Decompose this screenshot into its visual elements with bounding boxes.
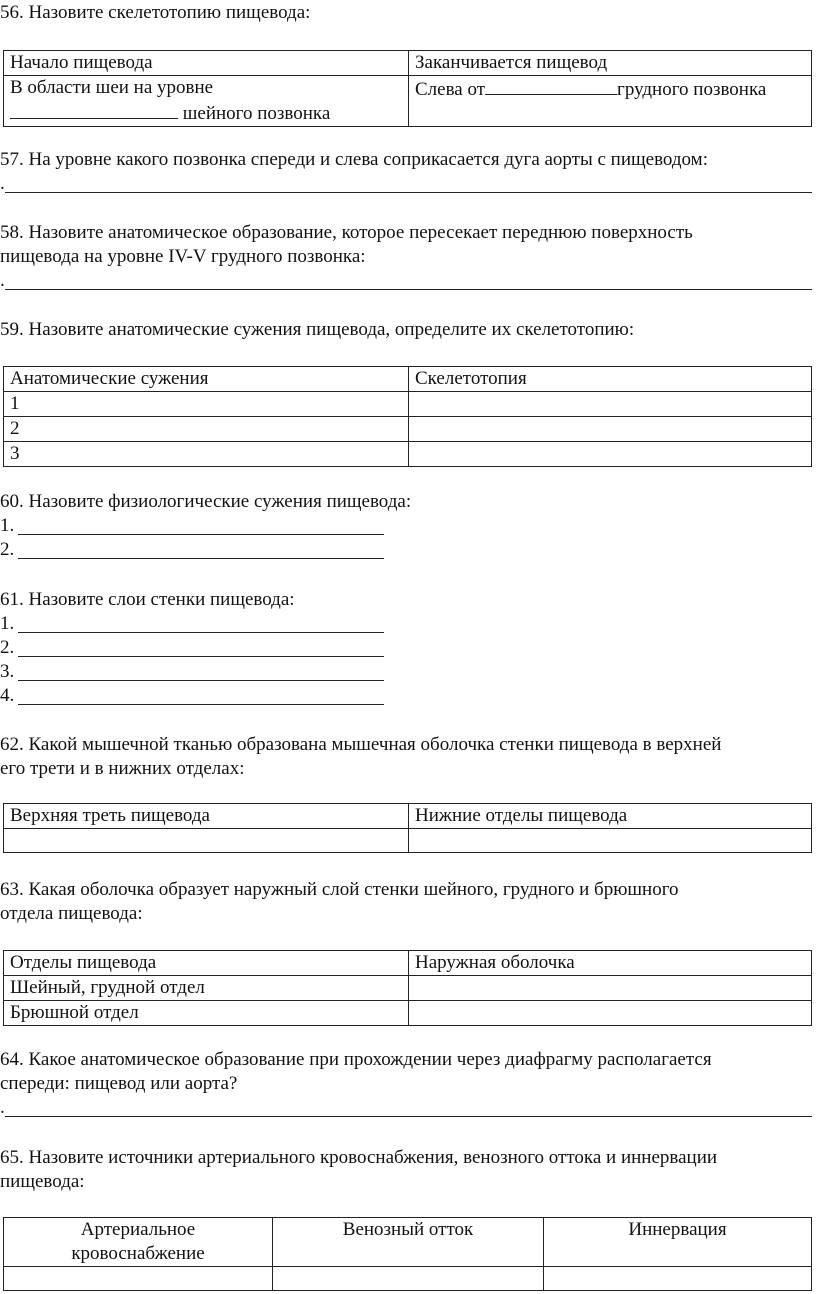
table-62-header-upper: Верхняя треть пищевода <box>4 804 409 829</box>
table-56-cell-start-line2 <box>10 100 402 126</box>
question-57: 57. На уровне какого позвонка спереди и слева соприкасается дуга аорты с пищеводом: <box>0 149 708 170</box>
table-65-answer-cell[interactable] <box>273 1267 544 1291</box>
table-56 <box>3 50 812 127</box>
question-62-line1: 62. Какой мышечной тканью образована мышечная оболочка стенки пищевода в верхней <box>0 734 722 755</box>
table-63-row-label: Шейный, грудной отдел <box>4 976 409 1001</box>
answer-line-61-1[interactable] <box>0 612 384 636</box>
table-65-header-arterial <box>4 1218 273 1267</box>
question-59: 59. Назовите анатомические сужения пищевода, определите их скелетотопию: <box>0 319 635 340</box>
item-number: 1. <box>0 613 15 634</box>
answer-line-61-3[interactable] <box>0 660 384 684</box>
answer-line-61-2[interactable] <box>0 636 384 660</box>
table-65-answer-cell[interactable] <box>4 1267 273 1291</box>
table-65-header-venous: Венозный отток <box>273 1218 544 1267</box>
table-59-header-skeletotopy: Скелетотопия <box>409 367 812 392</box>
question-62-line2: его трети и в нижних отделах: <box>0 758 245 779</box>
question-61: 61. Назовите слои стенки пищевода: <box>0 589 295 610</box>
table-63-header-outer-layer: Наружная оболочка <box>409 951 812 976</box>
table-63-row-label: Брюшной отдел <box>4 1001 409 1026</box>
table-62-header-lower: Нижние отделы пищевода <box>409 804 812 829</box>
table-62-answer-cell[interactable] <box>409 829 812 853</box>
table-59 <box>3 366 812 467</box>
answer-line-60-2[interactable] <box>0 538 384 562</box>
table-63-answer-cell[interactable] <box>409 976 812 1001</box>
line-marker: . <box>0 270 5 291</box>
item-number: 2. <box>0 539 15 560</box>
table-63-header-sections: Отделы пищевода <box>4 951 409 976</box>
table-56-cell-end <box>409 76 812 127</box>
line-marker: . <box>0 173 5 194</box>
answer-line-58[interactable] <box>0 269 812 293</box>
table-59-answer-cell[interactable] <box>409 392 812 417</box>
question-58-line1: 58. Назовите анатомическое образование, которое пересекает переднюю поверхность <box>0 222 693 243</box>
table-56-header-end: Заканчивается пищевод <box>409 51 812 76</box>
table-56-cell-start-line1: В области шеи на уровне <box>10 77 214 98</box>
table-59-answer-cell[interactable] <box>409 442 812 467</box>
table-65-header-arterial-line1: Артериальное <box>80 1219 196 1240</box>
fill-blank[interactable] <box>10 100 178 119</box>
item-number: 4. <box>0 685 15 706</box>
table-59-answer-cell[interactable] <box>409 417 812 442</box>
table-59-header-narrowings: Анатомические сужения <box>4 367 409 392</box>
table-65-answer-cell[interactable] <box>544 1267 812 1291</box>
table-62-answer-cell[interactable] <box>4 829 409 853</box>
fill-blank[interactable] <box>485 76 617 95</box>
table-56-cell-start-suffix: шейного позвонка <box>182 103 331 124</box>
table-63-answer-cell[interactable] <box>409 1001 812 1026</box>
question-56: 56. Назовите скелетотопию пищевода: <box>0 2 311 23</box>
table-59-row-label: 1 <box>4 392 409 417</box>
question-64-line1: 64. Какое анатомическое образование при прохождении через диафрагму располагается <box>0 1049 712 1070</box>
table-56-cell-start <box>4 76 409 127</box>
table-65 <box>3 1217 812 1291</box>
question-64-line2: спереди: пищевод или аорта? <box>0 1073 238 1094</box>
item-number: 3. <box>0 661 15 682</box>
table-59-row-label: 3 <box>4 442 409 467</box>
question-63-line1: 63. Какая оболочка образует наружный слой стенки шейного, грудного и брюшного <box>0 879 679 900</box>
question-60: 60. Назовите физиологические сужения пищевода: <box>0 491 412 512</box>
item-number: 1. <box>0 515 15 536</box>
answer-line-57[interactable] <box>0 172 812 196</box>
item-number: 2. <box>0 637 15 658</box>
question-58-line2: пищевода на уровне IV-V грудного позвонка: <box>0 246 366 267</box>
table-65-header-innervation: Иннервация <box>544 1218 812 1267</box>
question-65-line2: пищевода: <box>0 1171 85 1192</box>
answer-line-60-1[interactable] <box>0 514 384 538</box>
answer-line-61-4[interactable] <box>0 684 384 708</box>
line-marker: . <box>0 1097 5 1118</box>
table-62 <box>3 803 812 853</box>
table-63 <box>3 950 812 1026</box>
table-65-header-arterial-line2: кровоснабжение <box>71 1243 205 1264</box>
answer-line-64[interactable] <box>0 1096 812 1120</box>
question-65-line1: 65. Назовите источники артериального кровоснабжения, венозного оттока и иннервации <box>0 1147 718 1168</box>
question-63-line2: отдела пищевода: <box>0 903 143 924</box>
table-56-cell-end-prefix: Слева от <box>415 79 486 100</box>
table-56-header-start: Начало пищевода <box>4 51 409 76</box>
table-59-row-label: 2 <box>4 417 409 442</box>
table-56-cell-end-suffix: грудного позвонка <box>617 79 767 100</box>
